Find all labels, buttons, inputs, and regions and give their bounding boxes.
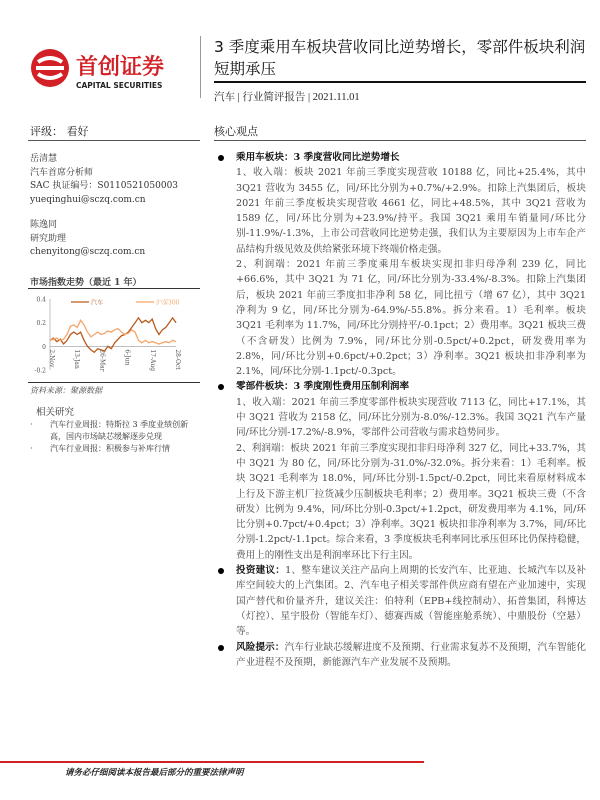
bullet-icon [218, 645, 224, 651]
paragraph: 1、收入端：2021 年前三季度零部件板块实现营收 7113 亿，同比+17.1%，其中 3Q21 营收为 2158 亿，同/环比分别为-8.0%/-12.3%。我国 3Q21 汽车产量同/环比分别-17.2%/-8.9%，零部件公司营收与需求趋势同步。 [236, 396, 586, 439]
rating: 评级： 看好 [30, 125, 89, 138]
analyst-role: 汽车首席分析师 [30, 167, 94, 178]
x-tick-label: 28-Oct [174, 349, 181, 370]
section-title: 乘用车板块：3 季度营收同比逆势增长 [236, 152, 400, 163]
footer-disclaimer: 请务必仔细阅读本报告最后部分的重要法律声明 [65, 768, 244, 778]
risk-text: 汽车行业缺芯缓解进度不及预期、行业需求复苏不及预期，汽车智能化产业进程不及预期，新能源汽车产业发展不及预期。 [236, 641, 587, 668]
related-item-text: 汽车行业周报：特斯拉 3 季度业绩创新高，国内市场缺芯缓解逐步兑现 [50, 420, 189, 441]
related-item-text: 汽车行业周报：积极参与补库行情 [50, 444, 170, 453]
advice-text: 1、整车建议关注产品向上周期的长安汽车、比亚迪、长城汽车以及补库空间较大的上汽集团。2、汽车电子相关零部件供应商有望在产业加速中，实现国产替代和价量齐升，建议关注：伯特利（EPB+线控制动）、拓普集团，科博达（灯控）、星宇股份（智能车灯）、德赛西威（智能座舱系统）、中鼎股份（空悬）等。 [236, 565, 587, 638]
paragraph: 1、收入端：板块 2021 年前三季度实现营收 10188 亿，同比+25.4%，其中 3Q21 营收为 3455 亿，同/环比分别为+0.7%/+2.9%。扣除上汽集团后，板块 2021 年前三季度板块实现营收 4661 亿，同比+48.5%，其中 3Q21 营收为 1589 亿，同/环比分别为+23.9%/持平。我国 3Q21 乘用车销量同/环比分别-11.9%/-1.3%，上市公司营收同比逆势走强，我们认为主要原因为上市车企产品结构升级见效及供给紧张环境下终端价格走强。 [236, 167, 586, 255]
x-tick-label: 26-Mar [98, 349, 106, 372]
left-rule [28, 140, 200, 141]
chart-source: 资料来源：聚源数据 [30, 386, 102, 395]
analyst-name: 岳清慧 [30, 154, 58, 164]
bullet: · [30, 444, 33, 453]
investment-advice [214, 563, 586, 639]
x-tick-label: 6-Jun [123, 349, 131, 366]
bullet: · [30, 420, 33, 429]
risk-lead: 风险提示： [236, 641, 285, 653]
y-tick-label: 0 [42, 343, 46, 351]
related-item[interactable] [30, 419, 200, 443]
svg-text:CAPITAL SECURITIES: CAPITAL SECURITIES [76, 81, 163, 90]
core-view-heading: 核心观点 [214, 125, 258, 138]
svg-text:首创证券: 首创证券 [76, 55, 165, 80]
market-index-chart [26, 287, 198, 379]
chart-bottom-rule [28, 382, 200, 383]
analyst-2 [30, 219, 145, 260]
analyst-name: 陈逸同 [30, 220, 58, 230]
related-research-heading: 相关研究 [36, 407, 75, 418]
x-tick-label: 17-Aug [148, 349, 156, 372]
chart-title: 市场指数走势（最近 1 年） [30, 278, 142, 288]
report-meta: 汽车 | 行业简评报告 | 2021.11.01 [214, 92, 360, 103]
report-title: 3 季度乘用车板块营收同比逆势增长，零部件板块利润短期承压 [214, 38, 586, 78]
legend-label: 汽车 [91, 299, 104, 307]
y-tick-label: 0.4 [36, 296, 46, 304]
series-line-0 [50, 318, 176, 352]
y-tick-label: -0.2 [34, 367, 46, 375]
bullet-icon [218, 568, 224, 574]
company-logo [28, 44, 188, 94]
x-tick-label: 13-Jan [73, 349, 81, 369]
core-view-body [214, 150, 586, 670]
paragraph: 2、利润端：2021 年前三季度乘用车板块实现扣非归母净利 239 亿，同比+66.6%，其中 3Q21 为 71 亿，同/环比分别为-33.4%/-8.3%。扣除上汽集团后，板块 2021 年前三季度扣非净利 58 亿，同比扭亏（增 67 亿），其中 3Q21 净利为 9 亿，同/环比分别为-64.9%/-55.8%。拆分来看。1）毛利率。板块 3Q21 毛利率为 11.7%，同/环比分别持平/-0.1pct；2）费用率。3Q21 板块三费（不含研发）比例为 7.9%，同/环比分别-0.5pct/+0.2pct，研发费用率为 2.8%，同/环比分别+0.6pct/+0.2pct；3）净利率。3Q21 板块扣非净利率为 2.1%，同/环比分别-1.1pct/-0.3pct。 [236, 259, 586, 378]
analyst-email[interactable]: yueqinghui@sczq.com.cn [30, 194, 146, 205]
analyst-email[interactable]: chenyitong@sczq.com.cn [30, 247, 146, 257]
analyst-role: 研究助理 [30, 233, 67, 244]
bullet-icon [218, 155, 224, 161]
legend-label: 沪深300 [156, 299, 180, 307]
section-heading [214, 150, 586, 165]
section-title: 零部件板块：3 季度刚性费用压制利润率 [236, 381, 410, 393]
analyst-cert: SAC 执证编号：S0110521050003 [30, 181, 179, 191]
section-heading [214, 379, 586, 394]
analyst-1 [30, 153, 178, 207]
related-item[interactable] [30, 443, 200, 455]
header-divider [200, 36, 201, 98]
advice-lead: 投资建议： [236, 565, 286, 577]
footer-rule [0, 761, 424, 763]
paragraph: 2、利润端：板块 2021 年前三季度实现扣非归母净利 327 亿，同比+33.7%，其中 3Q21 为 80 亿，同/环比分别为-31.0%/-32.0%。拆分来看：1）毛利率。板块 3Q21 毛利率为 18.0%，同/环比分别-1.5pct/-0.2pct，同比来看原材料成本上行及下游主机厂拉货减少压制板块毛利率；2）费用率。3Q21 板块三费（不含研发）比例为 9.4%，同/环比分别-0.3pct/+1.2pct，研发费用率为 4.1%，同/环比分别+0.7pct/+0.4pct；3）净利率。3Q21 板块扣非净利率为 3.7%，同/环比分别-1.2pct/-1.1pct。综合来看，3 季度板块毛利率同比承压但环比仍保持稳健，费用上的刚性支出是利润率环比下行主因。 [236, 442, 586, 561]
y-tick-label: 0.2 [36, 320, 46, 328]
x-tick-label: 2-Nov [48, 349, 55, 368]
title-rule [214, 81, 586, 83]
right-rule [214, 140, 586, 141]
risk-warning [214, 640, 586, 671]
bullet-icon [218, 384, 224, 390]
